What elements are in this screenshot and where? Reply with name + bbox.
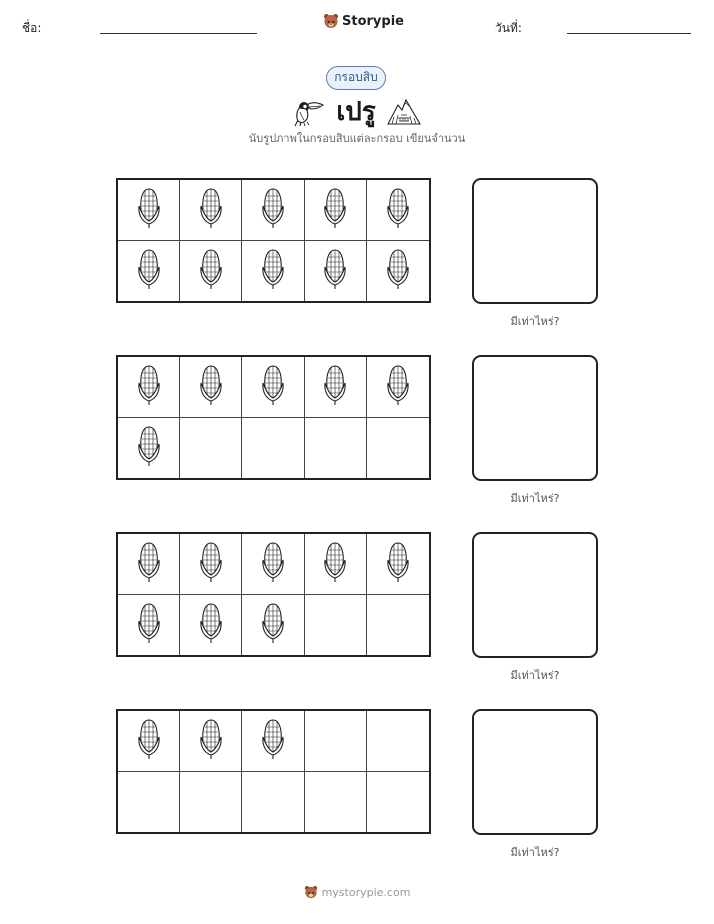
corn-icon [196, 717, 226, 765]
frame-cell [180, 180, 242, 241]
corn-icon [258, 247, 288, 295]
frame-cell [118, 180, 180, 241]
frame-cell [180, 595, 242, 656]
frame-cell [305, 711, 367, 772]
frame-cell [367, 534, 429, 595]
corn-icon [383, 186, 413, 234]
frame-cell [118, 241, 180, 302]
footer-link[interactable]: mystorypie.com [321, 886, 411, 899]
frame-cell [367, 711, 429, 772]
bear-logo-icon [323, 13, 339, 30]
frame-cell [367, 595, 429, 656]
corn-icon [196, 186, 226, 234]
corn-icon [258, 601, 288, 649]
frame-cell [180, 711, 242, 772]
question-label: มีเท่าไหร่? [510, 315, 560, 328]
frame-cell [118, 534, 180, 595]
frame-cell [118, 357, 180, 418]
frame-cell [305, 180, 367, 241]
frame-cell [242, 180, 304, 241]
corn-icon [320, 540, 350, 588]
frame-cell [367, 241, 429, 302]
frame-cell [305, 534, 367, 595]
question-label: มีเท่าไหร่? [510, 846, 560, 859]
corn-icon [134, 424, 164, 472]
ten-frame [116, 355, 431, 480]
frame-cell [242, 711, 304, 772]
answer-box[interactable] [472, 709, 598, 835]
answer-box[interactable] [472, 355, 598, 481]
frame-cell [118, 711, 180, 772]
frame-cell [180, 418, 242, 479]
frame-cell [367, 180, 429, 241]
corn-icon [258, 186, 288, 234]
frame-cell [305, 418, 367, 479]
frame-cell [118, 772, 180, 833]
corn-icon [196, 540, 226, 588]
corn-icon [320, 186, 350, 234]
question-label: มีเท่าไหร่? [510, 492, 560, 505]
corn-icon [258, 717, 288, 765]
corn-icon [134, 540, 164, 588]
frame-cell [305, 772, 367, 833]
footer [0, 885, 714, 900]
corn-icon [134, 717, 164, 765]
corn-icon [383, 363, 413, 411]
page-title: เปรู [336, 97, 376, 127]
machu-picchu-icon [386, 97, 422, 127]
frame-cell [242, 534, 304, 595]
frame-cell [242, 357, 304, 418]
frame-cell [305, 357, 367, 418]
corn-icon [258, 540, 288, 588]
date-label: วันที่: [495, 21, 522, 35]
name-line[interactable] [100, 33, 257, 34]
ten-frame [116, 178, 431, 303]
corn-icon [134, 363, 164, 411]
question-label: มีเท่าไหร่? [510, 669, 560, 682]
answer-box[interactable] [472, 532, 598, 658]
corn-icon [320, 247, 350, 295]
corn-icon [196, 601, 226, 649]
corn-icon [196, 247, 226, 295]
bear-logo-icon [304, 885, 318, 900]
corn-icon [320, 363, 350, 411]
corn-icon [134, 601, 164, 649]
frame-cell [180, 241, 242, 302]
frame-cell [367, 418, 429, 479]
answer-box[interactable] [472, 178, 598, 304]
ten-frame [116, 532, 431, 657]
corn-icon [383, 540, 413, 588]
ten-frame [116, 709, 431, 834]
brand-logo [323, 13, 404, 30]
frame-cell [242, 595, 304, 656]
frame-cell [118, 418, 180, 479]
corn-icon [258, 363, 288, 411]
frame-cell [242, 772, 304, 833]
name-label: ชื่อ: [22, 21, 42, 35]
toucan-icon [292, 97, 326, 127]
frame-cell [305, 241, 367, 302]
corn-icon [134, 186, 164, 234]
corn-icon [383, 247, 413, 295]
title-row [0, 91, 714, 132]
frame-cell [180, 357, 242, 418]
corn-icon [196, 363, 226, 411]
frame-cell [242, 241, 304, 302]
frame-cell [242, 418, 304, 479]
instructions: นับรูปภาพในกรอบสิบแต่ละกรอบ เขียนจำนวน [248, 132, 466, 145]
frame-cell [118, 595, 180, 656]
corn-icon [134, 247, 164, 295]
topic-tag: กรอบสิบ [326, 66, 386, 90]
date-line[interactable] [567, 33, 691, 34]
frame-cell [180, 772, 242, 833]
frame-cell [305, 595, 367, 656]
frame-cell [367, 772, 429, 833]
frame-cell [180, 534, 242, 595]
brand-name: Storypie [342, 14, 404, 29]
frame-cell [367, 357, 429, 418]
